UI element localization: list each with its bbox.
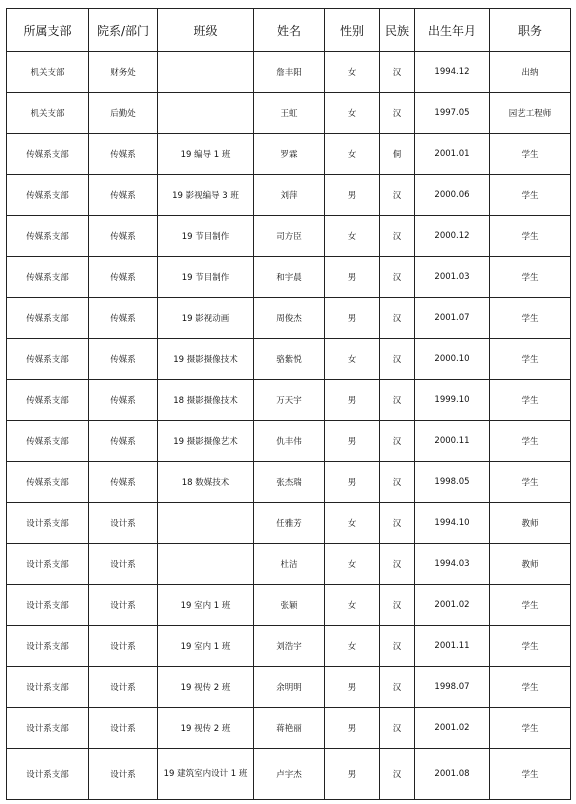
department-cell: 传媒系	[89, 134, 158, 175]
gender-cell: 女	[325, 93, 380, 134]
ethnicity-cell: 汉	[380, 749, 415, 800]
table-row	[7, 134, 571, 175]
position-cell: 教师	[490, 544, 571, 585]
ethnicity-cell: 汉	[380, 175, 415, 216]
birth-date-cell: 2001.07	[415, 298, 490, 339]
table-row	[7, 667, 571, 708]
birth-date-cell: 2000.10	[415, 339, 490, 380]
ethnicity-cell: 汉	[380, 421, 415, 462]
department-cell: 后勤处	[89, 93, 158, 134]
department-cell: 传媒系	[89, 257, 158, 298]
table-row	[7, 380, 571, 421]
ethnicity-cell: 汉	[380, 626, 415, 667]
ethnicity-cell: 汉	[380, 544, 415, 585]
department-cell: 传媒系	[89, 175, 158, 216]
birth-date-cell: 1999.10	[415, 380, 490, 421]
name-cell: 任雅芳	[254, 503, 325, 544]
birth-date-cell: 2001.03	[415, 257, 490, 298]
branch-cell: 设计系支部	[7, 585, 89, 626]
gender-cell: 男	[325, 257, 380, 298]
position-cell: 教师	[490, 503, 571, 544]
name-cell: 仇丰伟	[254, 421, 325, 462]
gender-cell: 男	[325, 380, 380, 421]
table-row	[7, 462, 571, 503]
branch-cell: 传媒系支部	[7, 134, 89, 175]
name-cell: 刘浩宇	[254, 626, 325, 667]
name-cell: 骆紫悦	[254, 339, 325, 380]
branch-cell: 传媒系支部	[7, 462, 89, 503]
position-cell: 学生	[490, 134, 571, 175]
department-cell: 传媒系	[89, 298, 158, 339]
gender-cell: 女	[325, 339, 380, 380]
name-cell: 司方臣	[254, 216, 325, 257]
class-cell: 19 室内 1 班	[158, 585, 254, 626]
department-cell: 财务处	[89, 52, 158, 93]
birth-date-cell: 2001.11	[415, 626, 490, 667]
branch-cell: 传媒系支部	[7, 421, 89, 462]
branch-cell: 机关支部	[7, 93, 89, 134]
birth-date-cell: 2000.11	[415, 421, 490, 462]
table-row	[7, 503, 571, 544]
ethnicity-cell: 汉	[380, 93, 415, 134]
class-cell: 19 节目制作	[158, 257, 254, 298]
ethnicity-cell: 侗	[380, 134, 415, 175]
header-department: 院系/部门	[89, 9, 158, 52]
class-cell: 18 数媒技术	[158, 462, 254, 503]
name-cell: 余明明	[254, 667, 325, 708]
member-roster-table	[6, 8, 571, 800]
ethnicity-cell: 汉	[380, 503, 415, 544]
gender-cell: 女	[325, 216, 380, 257]
table-row	[7, 175, 571, 216]
name-cell: 蒋艳丽	[254, 708, 325, 749]
ethnicity-cell: 汉	[380, 257, 415, 298]
department-cell: 传媒系	[89, 339, 158, 380]
department-cell: 传媒系	[89, 216, 158, 257]
branch-cell: 传媒系支部	[7, 257, 89, 298]
position-cell: 学生	[490, 216, 571, 257]
department-cell: 传媒系	[89, 421, 158, 462]
position-cell: 园艺工程师	[490, 93, 571, 134]
branch-cell: 传媒系支部	[7, 339, 89, 380]
gender-cell: 男	[325, 462, 380, 503]
ethnicity-cell: 汉	[380, 462, 415, 503]
department-cell: 设计系	[89, 749, 158, 800]
position-cell: 学生	[490, 339, 571, 380]
table-row	[7, 257, 571, 298]
position-cell: 学生	[490, 626, 571, 667]
branch-cell: 设计系支部	[7, 667, 89, 708]
class-cell: 19 摄影摄像艺术	[158, 421, 254, 462]
gender-cell: 女	[325, 134, 380, 175]
name-cell: 万天宇	[254, 380, 325, 421]
class-cell	[158, 93, 254, 134]
birth-date-cell: 1994.10	[415, 503, 490, 544]
department-cell: 设计系	[89, 503, 158, 544]
class-cell: 19 建筑室内设计 1 班	[158, 749, 254, 800]
branch-cell: 设计系支部	[7, 544, 89, 585]
birth-date-cell: 1994.03	[415, 544, 490, 585]
branch-cell: 设计系支部	[7, 626, 89, 667]
birth-date-cell: 1998.07	[415, 667, 490, 708]
name-cell: 卢宇杰	[254, 749, 325, 800]
ethnicity-cell: 汉	[380, 667, 415, 708]
table-row	[7, 708, 571, 749]
header-birth-date: 出生年月	[415, 9, 490, 52]
position-cell: 学生	[490, 708, 571, 749]
name-cell: 罗霖	[254, 134, 325, 175]
position-cell: 学生	[490, 667, 571, 708]
table-row	[7, 339, 571, 380]
department-cell: 设计系	[89, 585, 158, 626]
table-row	[7, 544, 571, 585]
table-row	[7, 52, 571, 93]
header-position: 职务	[490, 9, 571, 52]
branch-cell: 传媒系支部	[7, 216, 89, 257]
branch-cell: 设计系支部	[7, 749, 89, 800]
header-name: 姓名	[254, 9, 325, 52]
class-cell	[158, 503, 254, 544]
header-ethnicity: 民族	[380, 9, 415, 52]
department-cell: 传媒系	[89, 380, 158, 421]
name-cell: 刘萍	[254, 175, 325, 216]
class-cell: 19 视传 2 班	[158, 667, 254, 708]
ethnicity-cell: 汉	[380, 52, 415, 93]
branch-cell: 设计系支部	[7, 503, 89, 544]
ethnicity-cell: 汉	[380, 216, 415, 257]
gender-cell: 男	[325, 421, 380, 462]
gender-cell: 女	[325, 503, 380, 544]
table-row	[7, 585, 571, 626]
branch-cell: 传媒系支部	[7, 380, 89, 421]
branch-cell: 机关支部	[7, 52, 89, 93]
table-row	[7, 421, 571, 462]
branch-cell: 传媒系支部	[7, 298, 89, 339]
name-cell: 张颖	[254, 585, 325, 626]
branch-cell: 设计系支部	[7, 708, 89, 749]
name-cell: 张杰瑞	[254, 462, 325, 503]
table-body	[7, 52, 571, 800]
department-cell: 设计系	[89, 626, 158, 667]
birth-date-cell: 2001.01	[415, 134, 490, 175]
class-cell: 19 摄影摄像技术	[158, 339, 254, 380]
ethnicity-cell: 汉	[380, 339, 415, 380]
class-cell: 18 摄影摄像技术	[158, 380, 254, 421]
header-branch: 所属支部	[7, 9, 89, 52]
header-row	[7, 9, 571, 52]
name-cell: 王虹	[254, 93, 325, 134]
class-cell: 19 影视动画	[158, 298, 254, 339]
class-cell	[158, 52, 254, 93]
department-cell: 设计系	[89, 708, 158, 749]
birth-date-cell: 1998.05	[415, 462, 490, 503]
position-cell: 学生	[490, 585, 571, 626]
birth-date-cell: 2000.12	[415, 216, 490, 257]
gender-cell: 女	[325, 626, 380, 667]
class-cell: 19 节目制作	[158, 216, 254, 257]
position-cell: 学生	[490, 380, 571, 421]
position-cell: 出纳	[490, 52, 571, 93]
gender-cell: 男	[325, 298, 380, 339]
table-header	[7, 9, 571, 52]
gender-cell: 男	[325, 749, 380, 800]
class-cell: 19 编导 1 班	[158, 134, 254, 175]
gender-cell: 男	[325, 667, 380, 708]
birth-date-cell: 1997.05	[415, 93, 490, 134]
header-gender: 性别	[325, 9, 380, 52]
ethnicity-cell: 汉	[380, 298, 415, 339]
table-row	[7, 749, 571, 800]
class-cell: 19 影视编导 3 班	[158, 175, 254, 216]
gender-cell: 女	[325, 544, 380, 585]
gender-cell: 男	[325, 175, 380, 216]
class-cell	[158, 544, 254, 585]
class-cell: 19 视传 2 班	[158, 708, 254, 749]
name-cell: 和宇晨	[254, 257, 325, 298]
birth-date-cell: 2001.02	[415, 708, 490, 749]
ethnicity-cell: 汉	[380, 585, 415, 626]
birth-date-cell: 2001.08	[415, 749, 490, 800]
table-row	[7, 626, 571, 667]
position-cell: 学生	[490, 749, 571, 800]
department-cell: 设计系	[89, 544, 158, 585]
name-cell: 詹丰阳	[254, 52, 325, 93]
department-cell: 传媒系	[89, 462, 158, 503]
ethnicity-cell: 汉	[380, 380, 415, 421]
birth-date-cell: 1994.12	[415, 52, 490, 93]
branch-cell: 传媒系支部	[7, 175, 89, 216]
table-row	[7, 93, 571, 134]
table-row	[7, 298, 571, 339]
position-cell: 学生	[490, 298, 571, 339]
table-row	[7, 216, 571, 257]
class-cell: 19 室内 1 班	[158, 626, 254, 667]
position-cell: 学生	[490, 175, 571, 216]
name-cell: 杜洁	[254, 544, 325, 585]
gender-cell: 女	[325, 52, 380, 93]
gender-cell: 男	[325, 708, 380, 749]
position-cell: 学生	[490, 462, 571, 503]
position-cell: 学生	[490, 421, 571, 462]
gender-cell: 女	[325, 585, 380, 626]
birth-date-cell: 2000.06	[415, 175, 490, 216]
department-cell: 设计系	[89, 667, 158, 708]
birth-date-cell: 2001.02	[415, 585, 490, 626]
header-class: 班级	[158, 9, 254, 52]
ethnicity-cell: 汉	[380, 708, 415, 749]
name-cell: 周俊杰	[254, 298, 325, 339]
position-cell: 学生	[490, 257, 571, 298]
